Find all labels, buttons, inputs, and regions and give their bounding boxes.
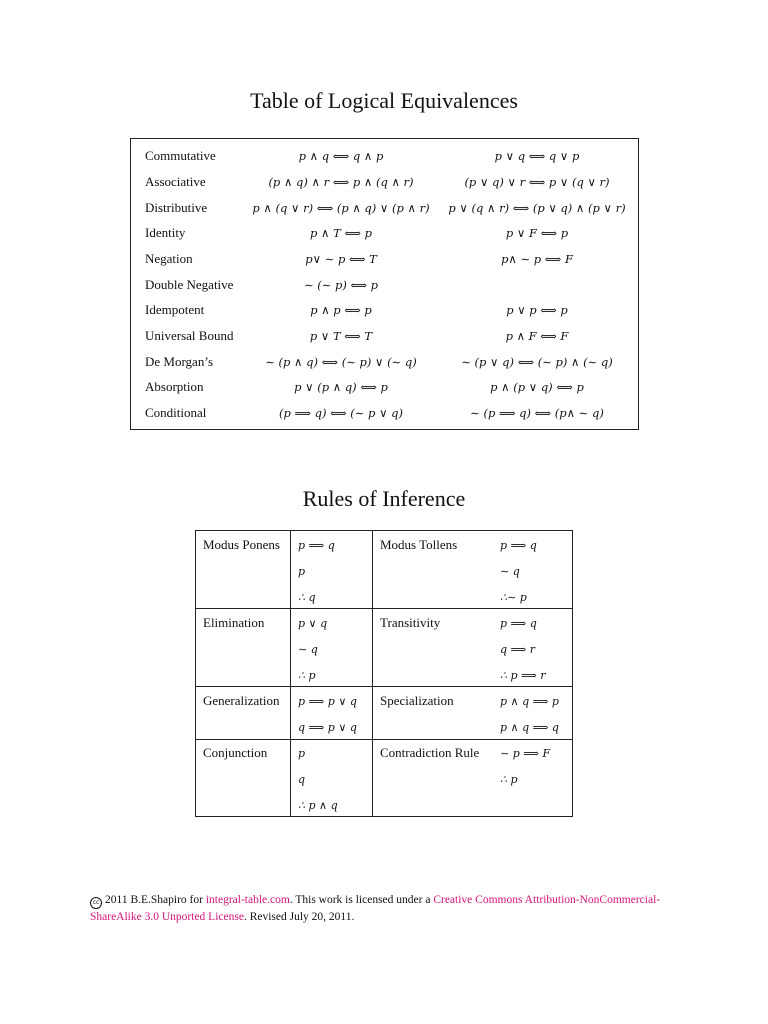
- column-divider: [372, 531, 373, 816]
- equivalence-or-form: ∼ (p ⟹ q) ⟺ (p∧ ∼ q): [470, 406, 604, 420]
- integral-table-link[interactable]: integral-table.com: [205, 894, 290, 906]
- equivalence-name: De Morgan’s: [145, 354, 214, 369]
- row-divider: [196, 686, 572, 687]
- rule-line: p ∧ q ⟹ q: [500, 721, 559, 734]
- equivalence-name: Distributive: [145, 200, 208, 215]
- equivalence-or-form: p ∧ (p ∨ q) ⟺ p: [490, 380, 584, 394]
- equivalences-title: Table of Logical Equivalences: [250, 88, 518, 113]
- rule-line: q ⟹ r: [500, 643, 536, 656]
- equivalence-row: [131, 351, 638, 373]
- rule-line: ∴ p: [500, 773, 518, 786]
- rule-name-modus-ponens: Modus Ponens: [203, 537, 280, 552]
- rule-line: ∴ p ⟹ r: [500, 669, 546, 682]
- rule-line: ∼ p ⟹ F: [500, 747, 551, 760]
- row-divider: [196, 608, 572, 609]
- equivalence-and-form: p ∧ (q ∨ r) ⟺ (p ∧ q) ∨ (p ∧ r): [252, 201, 430, 215]
- equivalence-row: [131, 274, 638, 296]
- equivalence-and-form: p ∧ T ⟺ p: [310, 226, 372, 240]
- equivalence-row: [131, 222, 638, 244]
- rule-name-contradiction-rule: Contradiction Rule: [380, 745, 480, 760]
- equivalence-row: [131, 248, 638, 270]
- rule-line: q ⟹ p ∨ q: [298, 721, 357, 734]
- equivalence-name: Identity: [145, 225, 186, 240]
- inference-title: Rules of Inference: [302, 486, 466, 511]
- equivalences-table: [130, 138, 639, 430]
- equivalence-name: Conditional: [145, 405, 207, 420]
- equivalence-or-form: ∼ (p ∨ q) ⟺ (∼ p) ∧ (∼ q): [461, 355, 613, 369]
- equivalence-name: Commutative: [145, 148, 216, 163]
- rule-line: p ⟹ q: [500, 539, 537, 552]
- footer-text: . This work is licensed under a: [289, 894, 434, 906]
- footer-text: 2011 B.E.Shapiro for: [105, 894, 206, 906]
- equivalence-or-form: (p ∨ q) ∨ r ⟺ p ∨ (q ∨ r): [464, 175, 610, 189]
- rule-name-transitivity: Transitivity: [380, 615, 441, 630]
- equivalence-row: [131, 402, 638, 424]
- rule-line: p ⟹ p ∨ q: [298, 695, 357, 708]
- equivalence-name: Idempotent: [145, 302, 205, 317]
- rule-line: ∴ p: [298, 669, 316, 682]
- footer-text: . Revised July 20, 2011.: [243, 911, 355, 923]
- rule-name-modus-tollens: Modus Tollens: [380, 537, 458, 552]
- equivalence-name: Universal Bound: [145, 328, 234, 343]
- inference-table: [195, 530, 573, 817]
- license-link[interactable]: Creative Commons Attribution-NonCommercial-ShareAlike 3.0 Unported License: [90, 894, 661, 923]
- rule-line: p ∨ q: [298, 617, 328, 630]
- equivalence-or-form: p ∧ F ⟺ F: [505, 329, 569, 343]
- equivalence-row: [131, 197, 638, 219]
- license-footer: [90, 892, 710, 925]
- rule-line: ∼ q: [298, 643, 318, 656]
- equivalence-or-form: p∧ ∼ p ⟺ F: [501, 252, 573, 266]
- equivalence-row: [131, 376, 638, 398]
- rule-name-elimination: Elimination: [203, 615, 265, 630]
- equivalence-name: Associative: [145, 174, 206, 189]
- equivalence-name: Double Negative: [145, 277, 234, 292]
- equivalence-and-form: p ∧ q ⟺ q ∧ p: [298, 149, 384, 163]
- rule-line: ∼ q: [500, 565, 520, 578]
- equivalence-and-form: (p ⟹ q) ⟺ (∼ p ∨ q): [278, 406, 403, 420]
- equivalence-or-form: p ∨ q ⟺ q ∨ p: [494, 149, 580, 163]
- rule-line: ∴ q: [298, 591, 316, 604]
- rule-line: p: [298, 565, 306, 578]
- rule-name-generalization: Generalization: [203, 693, 280, 708]
- rule-line: ∴ p ∧ q: [298, 799, 338, 812]
- equivalence-or-form: p ∨ (q ∧ r) ⟺ (p ∨ q) ∧ (p ∨ r): [448, 201, 626, 215]
- equivalence-and-form: ∼ (p ∧ q) ⟺ (∼ p) ∨ (∼ q): [265, 355, 417, 369]
- equivalence-and-form: p ∨ (p ∧ q) ⟺ p: [294, 380, 388, 394]
- rule-line: ∴∼ p: [500, 591, 527, 604]
- rule-line: q: [298, 773, 306, 786]
- equivalence-and-form: (p ∧ q) ∧ r ⟺ p ∧ (q ∧ r): [268, 175, 414, 189]
- equivalence-row: [131, 299, 638, 321]
- row-divider: [196, 739, 572, 740]
- rule-line: p ⟹ q: [298, 539, 335, 552]
- equivalence-or-form: p ∨ F ⟺ p: [505, 226, 569, 240]
- equivalence-and-form: p ∧ p ⟺ p: [310, 303, 372, 317]
- rule-line: p ∧ q ⟹ p: [500, 695, 559, 708]
- creative-commons-icon: cc: [90, 897, 102, 909]
- equivalence-and-form: p ∨ T ⟺ T: [309, 329, 373, 343]
- rule-name-conjunction: Conjunction: [203, 745, 268, 760]
- rule-line: p ⟹ q: [500, 617, 537, 630]
- equivalence-row: [131, 325, 638, 347]
- equivalence-name: Absorption: [145, 379, 204, 394]
- equivalence-row: [131, 171, 638, 193]
- rule-name-specialization: Specialization: [380, 693, 454, 708]
- equivalence-row: [131, 145, 638, 167]
- equivalence-and-form: ∼ (∼ p) ⟺ p: [303, 278, 379, 292]
- rule-line: p: [298, 747, 306, 760]
- column-divider: [290, 531, 291, 816]
- equivalence-or-form: p ∨ p ⟺ p: [506, 303, 568, 317]
- equivalence-name: Negation: [145, 251, 193, 266]
- equivalence-and-form: p∨ ∼ p ⟺ T: [305, 252, 377, 266]
